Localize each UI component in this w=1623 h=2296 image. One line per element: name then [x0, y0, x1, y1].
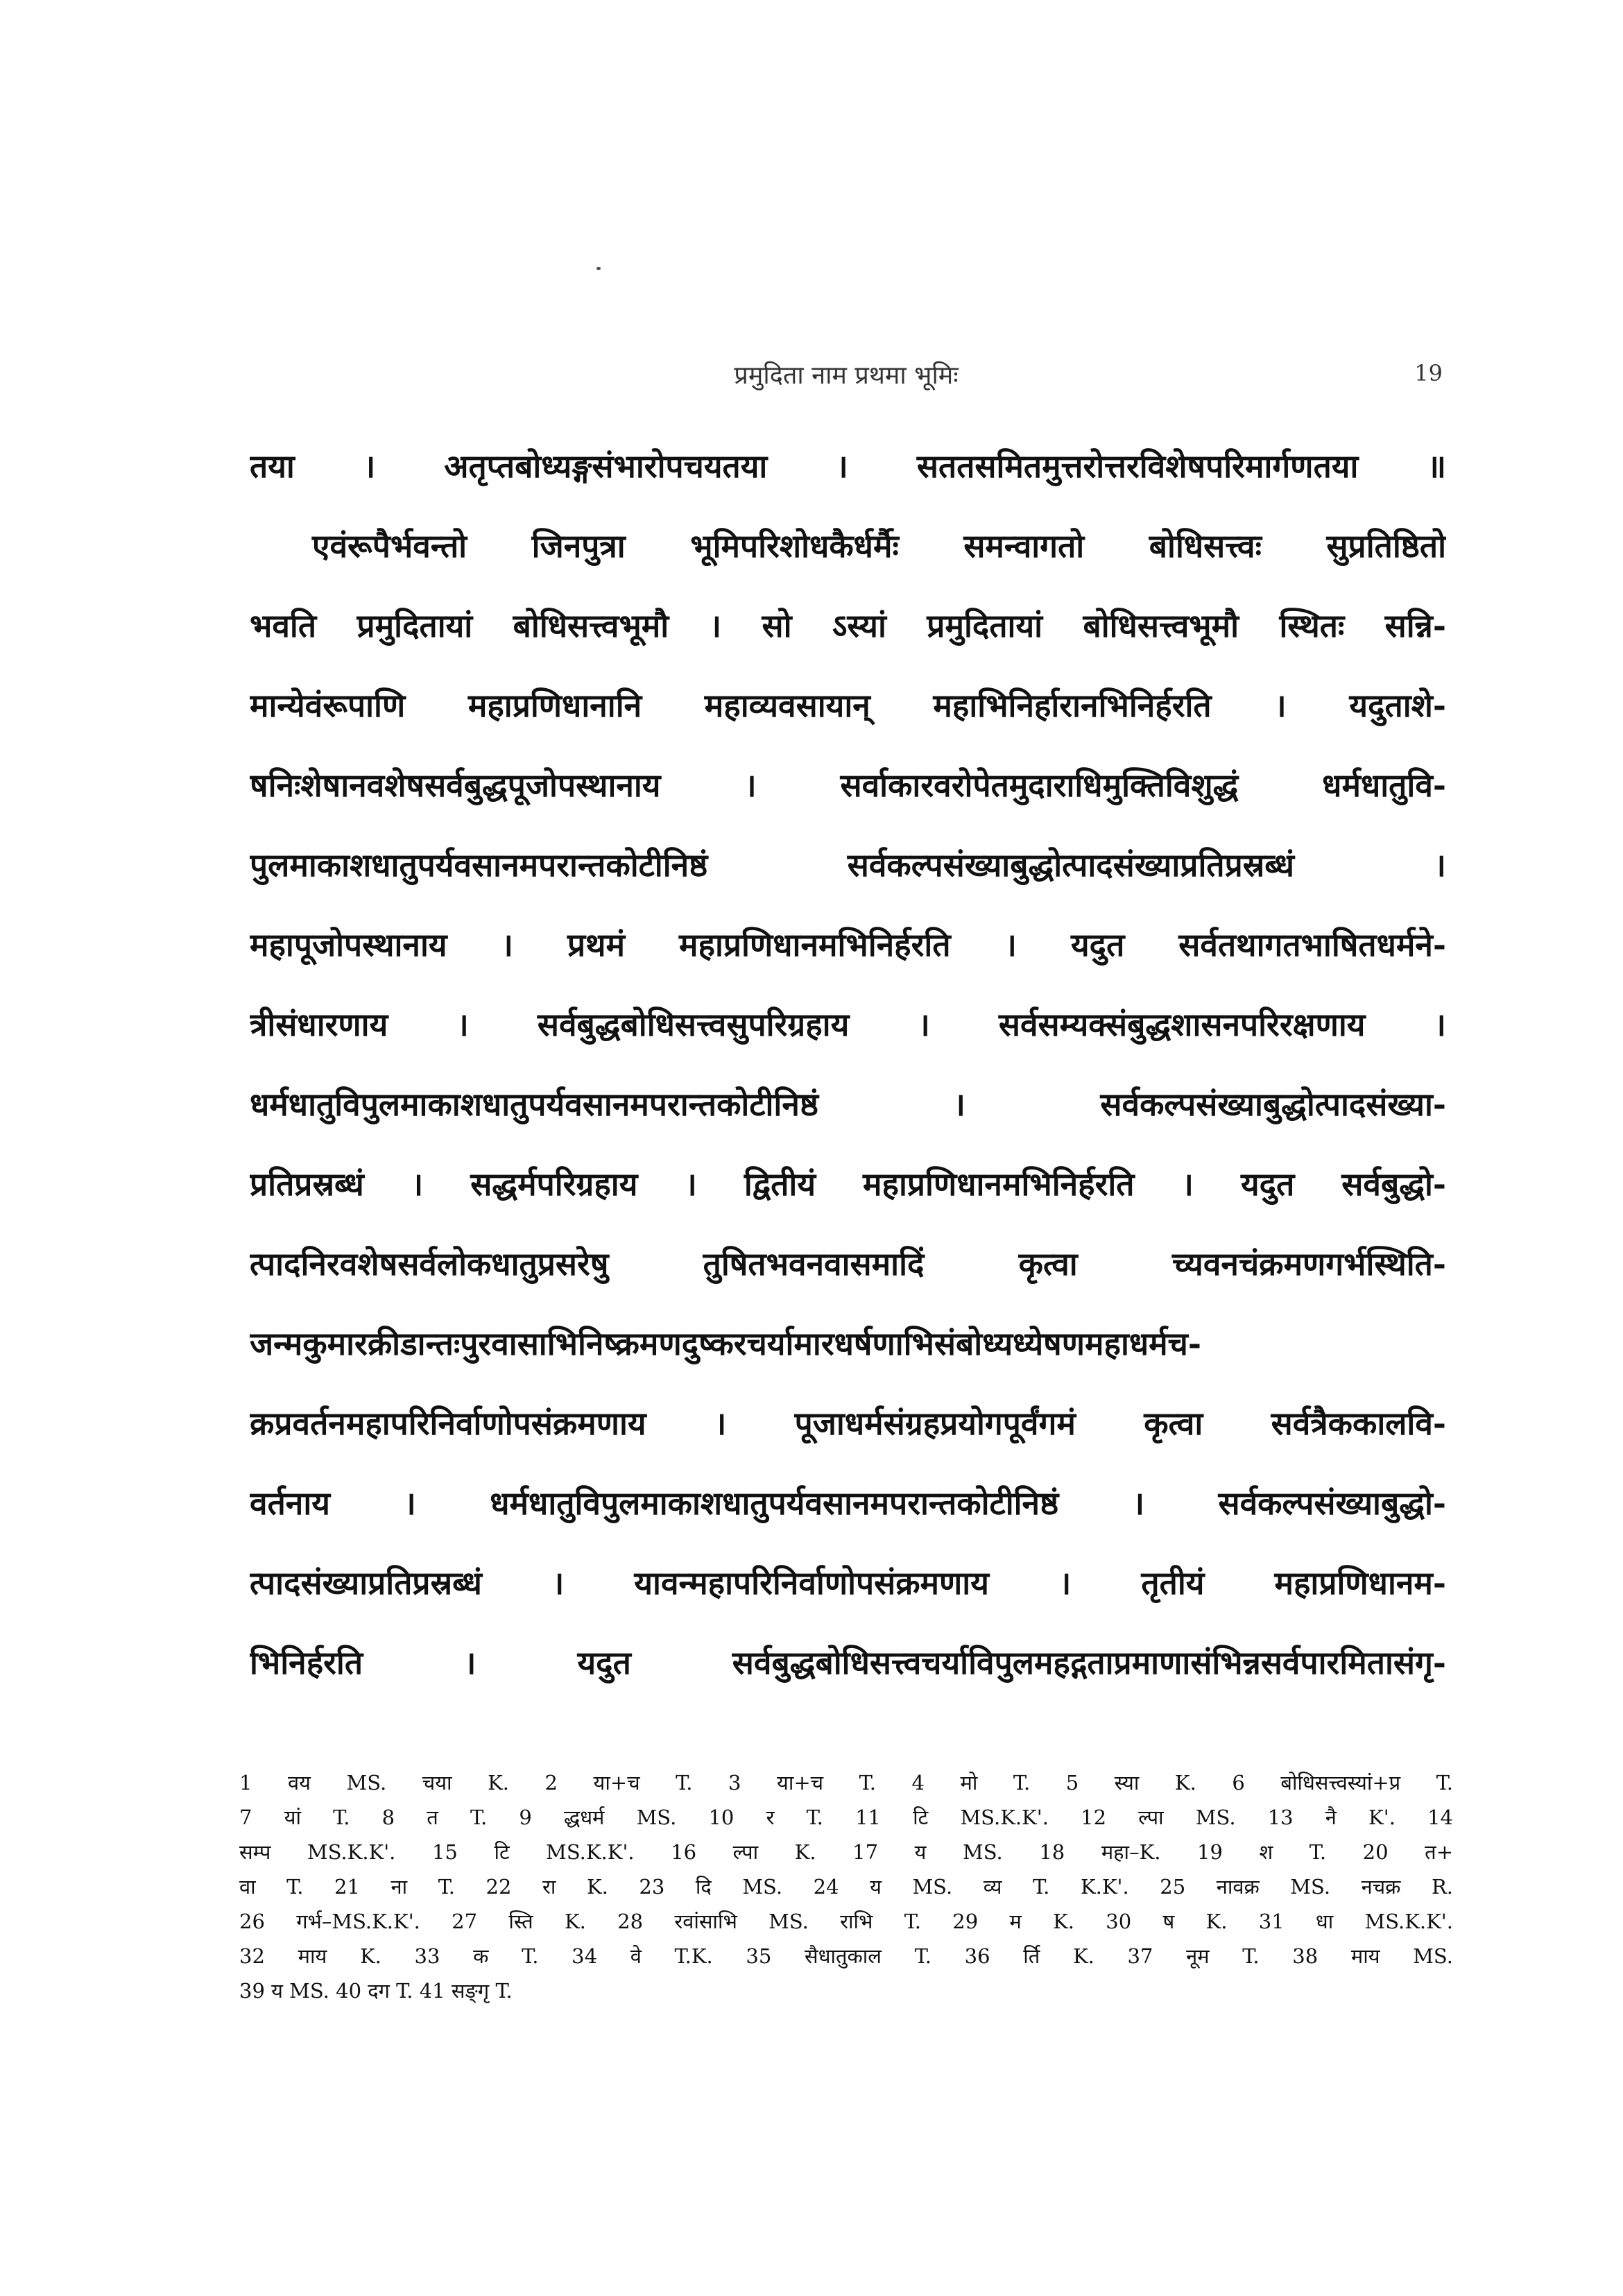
ink-speck: [596, 267, 601, 270]
text-line: पुलमाकाशधातुपर्यवसानमपरान्तकोटीनिष्ठं सर्वकल्पसंख्याबुद्धोत्पादसंख्याप्रतिप्रस्रब्धं ।: [250, 846, 1446, 884]
text-line: मान्येवंरूपाणि महाप्रणिधानानि महाव्यवसायान् महाभिनिर्हारानभिनिर्हरति । यदुताशे-: [250, 687, 1446, 724]
text-line: क्रप्रवर्तनमहापरिनिर्वाणोपसंक्रमणाय । पूजाधर्मसंग्रहप्रयोगपूर्वंगमं कृत्वा सर्वत्रैककालवि-: [250, 1405, 1446, 1442]
text-line: वर्तनाय । धर्मधातुविपुलमाकाशधातुपर्यवसानमपरान्तकोटीनिष्ठं । सर्वकल्पसंख्याबुद्धो-: [250, 1484, 1446, 1522]
footnote-line: 32 माय K. 33 क T. 34 वे T.K. 35 सैधातुकाल T. 36 र्ति K. 37 नूम T. 38 माय MS.: [239, 1944, 1453, 1968]
text-line: त्रीसंधारणाय । सर्वबुद्धबोधिसत्त्वसुपरिग्रहाय । सर्वसम्यक्संबुद्धशासनपरिरक्षणाय ।: [250, 1006, 1446, 1043]
footnotes: [239, 1765, 1453, 2008]
footnote-line: 7 यां T. 8 त T. 9 द्धधर्म MS. 10 र T. 11 टि MS.K.K'. 12 ल्पा MS. 13 नै K'. 14: [239, 1806, 1453, 1829]
text-line: त्पादसंख्याप्रतिप्रस्रब्धं । यावन्महापरिनिर्वाणोपसंक्रमणाय । तृतीयं महाप्रणिधानम-: [250, 1564, 1446, 1602]
main-text: [250, 427, 1446, 1703]
footnote-line: 39 य MS. 40 दग T. 41 सङ्गृ T.: [239, 1979, 513, 2003]
running-title: प्रमुदिता नाम प्रथमा भूमिः: [734, 361, 959, 390]
text-line: भवति प्रमुदितायां बोधिसत्त्वभूमौ । सो ऽस्यां प्रमुदितायां बोधिसत्त्वभूमौ स्थितः सन्नि-: [250, 607, 1446, 644]
running-head: [250, 357, 1443, 399]
text-line: त्पादनिरवशेषसर्वलोकधातुप्रसरेषु तुषितभवनवासमादिं कृत्वा च्यवनचंक्रमणगर्भस्थिति-: [250, 1245, 1446, 1283]
footnote-line: 26 गर्भ–MS.K.K'. 27 स्ति K. 28 रवांसाभि MS. राभि T. 29 म K. 30 ष K. 31 धा MS.K.K'.: [239, 1910, 1453, 1933]
text-line: धर्मधातुविपुलमाकाशधातुपर्यवसानमपरान्तकोटीनिष्ठं । सर्वकल्पसंख्याबुद्धोत्पादसंख्या-: [250, 1086, 1446, 1123]
text-line: जन्मकुमारक्रीडान्तःपुरवासाभिनिष्क्रमणदुष्करचर्यामारधर्षणाभिसंबोध्यध्येषणमहाधर्मच-: [250, 1325, 1201, 1362]
text-line: षनिःशेषानवशेषसर्वबुद्धपूजोपस्थानाय । सर्वाकारवरोपेतमुदाराधिमुक्तिविशुद्धं धर्मधातुवि-: [250, 766, 1446, 804]
page-number: 19: [1414, 360, 1443, 386]
footnote-line: वा T. 21 ना T. 22 रा K. 23 दि MS. 24 य MS. व्य T. K.K'. 25 नावक्र MS. नचक्र R.: [239, 1875, 1453, 1899]
text-line: तया । अतृप्तबोध्यङ्गसंभारोपचयतया । सततसमितमुत्तरोत्तरविशेषपरिमार्गणतया ॥: [250, 447, 1446, 485]
text-line: महापूजोपस्थानाय । प्रथमं महाप्रणिधानमभिनिर्हरति । यदुत सर्वतथागतभाषितधर्मने-: [250, 926, 1446, 963]
footnote-line: 1 वय MS. चया K. 2 या+च T. 3 या+च T. 4 मो T. 5 स्या K. 6 बोधिसत्त्वस्यां+प्र T.: [239, 1771, 1453, 1794]
text-line: एवंरूपैर्भवन्तो जिनपुत्रा भूमिपरिशोधकैर्धर्मैः समन्वागतो बोधिसत्त्वः सुप्रतिष्ठितो: [312, 527, 1446, 565]
text-line: प्रतिप्रस्रब्धं । सद्धर्मपरिग्रहाय । द्वितीयं महाप्रणिधानमभिनिर्हरति । यदुत सर्वबुद्धो-: [250, 1165, 1446, 1203]
footnote-line: सम्प MS.K.K'. 15 टि MS.K.K'. 16 ल्पा K. 17 य MS. 18 महा–K. 19 श T. 20 त+: [239, 1840, 1453, 1864]
text-line: भिनिर्हरति । यदुत सर्वबुद्धबोधिसत्त्वचर्याविपुलमहद्गताप्रमाणासंभिन्नसर्वपारमितासंगृ-: [250, 1644, 1446, 1681]
